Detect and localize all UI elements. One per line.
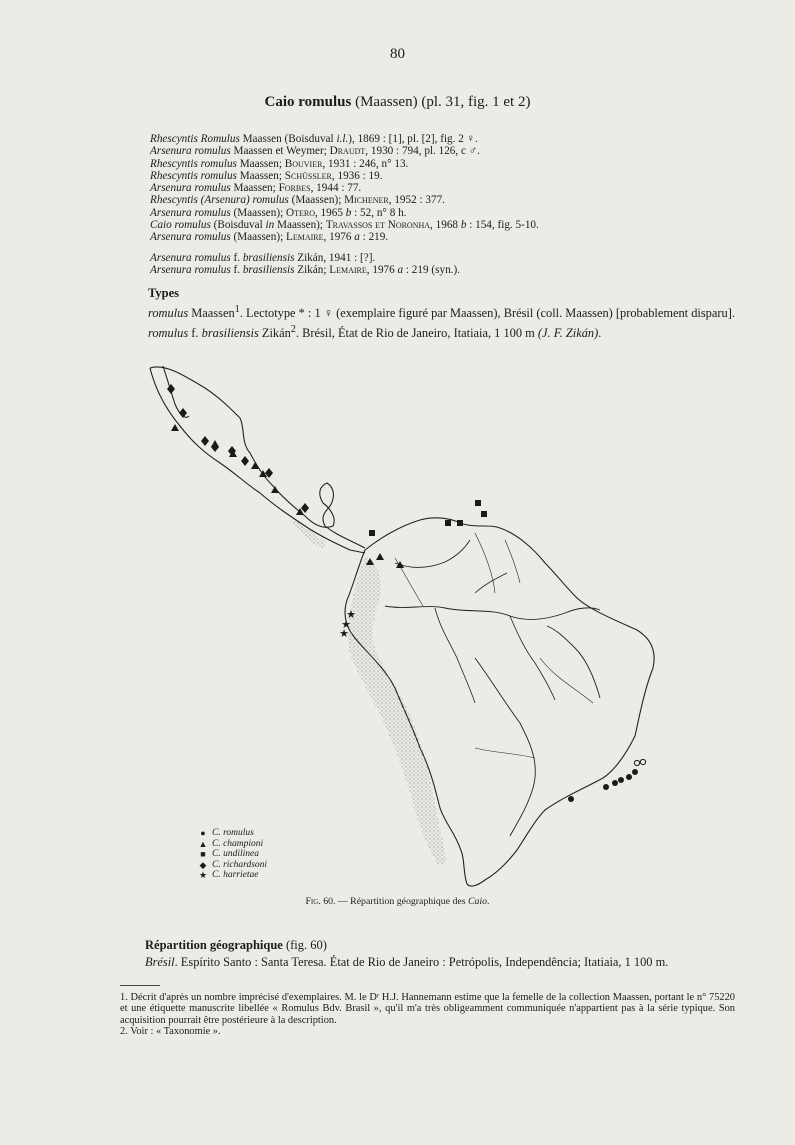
species-title: [0, 94, 795, 111]
synonym-entry: Arsenura romulus (Maassen); Lemaire, 1976 a : 219.: [150, 231, 389, 244]
record-richardsoni: [167, 384, 175, 394]
record-undilinea: [369, 530, 375, 536]
record-romulus: [640, 759, 645, 764]
footnote: 1. Décrit d'après un nombre imprécisé d'exemplaires. M. le Dʳ H.J. Hannemann estime que la femelle de la collection Maassen, portant le n° 75220 et une étiquette manuscrite libellée « Romulus Bdv. Brasil », qu'il m'a très obligeamment communiquée n'appartient pas à la série typique. Son acquisition pourrait être postérieure à la description.: [120, 992, 735, 1026]
record-harrietae: ★: [339, 628, 349, 640]
tributary-river: [475, 573, 507, 593]
record-romulus: [626, 774, 632, 780]
synonym-forma-entry: Arsenura romulus f. brasiliensis Zikán; Lemaire, 1976 a : 219 (syn.).: [150, 263, 460, 276]
record-romulus: [603, 784, 609, 790]
record-richardsoni: [179, 408, 187, 418]
andes-stippling: [348, 556, 446, 865]
synonym-entry: Arsenura romulus (Maassen); Otero, 1965 b : 52, n° 8 h.: [150, 206, 407, 219]
richardsoni-records: [167, 384, 309, 513]
synonymy-list: [150, 133, 539, 276]
record-undilinea: [457, 520, 463, 526]
record-romulus: [618, 777, 624, 783]
brasiliensis-type-paragraph: romulus f. brasiliensis Zikán$^2$. Brésil, État de Rio de Janeiro, Itatiaia, 1 100 m (J. F. Zikán).: [148, 323, 602, 340]
synonym-entry: Rhescyntis (Arsenura) romulus (Maassen); Michener, 1952 : 377.: [150, 194, 445, 207]
sao-francisco-river: [547, 626, 600, 698]
record-romulus: [634, 760, 639, 765]
footnote: 2. Voir : « Taxonomie ».: [120, 1025, 221, 1037]
synonym-entry: Rhescyntis romulus Maassen; Bouvier, 1931 : 246, n° 13.: [150, 157, 409, 170]
footnote-divider: [120, 985, 160, 986]
map-legend: [196, 828, 267, 881]
distribution-map: [145, 358, 670, 893]
plate-reference: (pl. 31, fig. 1 et 2): [421, 94, 531, 110]
repartition-heading: Répartition géographique (fig. 60): [145, 938, 327, 952]
synonym-entry: Rhescyntis Romulus Maassen (Boisduval i.l.), 1869 : [1], pl. [2], fig. 2 ♀.: [150, 133, 478, 145]
record-undilinea: [445, 520, 451, 526]
record-richardsoni: [241, 456, 249, 466]
figure-caption: Fig. 60. — Répartition géographique des Caio.: [305, 896, 490, 907]
tributary-river: [435, 608, 475, 703]
record-undilinea: [475, 500, 481, 506]
record-harrietae: ★: [341, 619, 351, 631]
central-america-outline: [150, 367, 365, 548]
orinoco-river: [395, 540, 470, 567]
synonym-entry: Arsenura romulus Maassen et Weymer; Draudt, 1930 : 794, pl. 126, c ♂.: [150, 145, 480, 158]
legend-item: ■ C. undilinea: [200, 849, 259, 860]
types-heading: Types: [148, 286, 180, 300]
lectotype-paragraph: romulus Maassen$^1$. Lectotype * : 1 ♀ (exemplaire figuré par Maassen), Brésil (coll. Maassen) [probablement disparu].: [148, 304, 735, 321]
synonym-entry: Rhescyntis romulus Maassen; Schüssler, 1936 : 19.: [150, 169, 383, 182]
record-richardsoni: [301, 503, 309, 513]
species-name: Caio romulus: [264, 94, 352, 110]
footnotes: [120, 992, 735, 1037]
tributary-river: [510, 616, 555, 700]
parana-river: [475, 658, 535, 836]
romulus-records: [568, 759, 646, 802]
synonym-forma-entry: Arsenura romulus f. brasiliensis Zikán, 1941 : [?].: [150, 251, 376, 264]
record-richardsoni: [201, 436, 209, 446]
legend-item: ▲ C. championi: [198, 838, 264, 849]
record-richardsoni: [211, 442, 219, 452]
record-harrietae: ★: [346, 609, 356, 621]
legend-item: ★ C. harrietae: [198, 870, 259, 881]
andes-stippling: [293, 518, 326, 547]
types-section: [120, 302, 735, 341]
amazon-river: [385, 606, 600, 620]
record-romulus: [632, 769, 638, 775]
record-championi: [271, 486, 279, 493]
repartition-text: Brésil. Espírito Santo : Santa Teresa. État de Rio de Janeiro : Petrópolis, Independência; Itatiaia, 1 100 m.: [145, 955, 669, 969]
page-number: 80: [390, 46, 405, 62]
record-romulus: [568, 796, 574, 802]
baja-peninsula: [163, 366, 189, 417]
legend-item: ◆ C. richardsoni: [199, 859, 268, 870]
synonym-entry: Caio romulus (Boisduval in Maassen); Travassos et Noronha, 1968 b : 154, fig. 5-10.: [150, 219, 539, 232]
species-author: (Maassen): [355, 94, 418, 110]
synonym-entry: Arsenura romulus Maassen; Forbes, 1944 : 77.: [150, 182, 362, 195]
record-romulus: [612, 780, 618, 786]
record-championi: [376, 553, 384, 560]
legend-item: ● C. romulus: [200, 828, 254, 838]
record-undilinea: [481, 511, 487, 517]
record-championi: [171, 424, 179, 431]
